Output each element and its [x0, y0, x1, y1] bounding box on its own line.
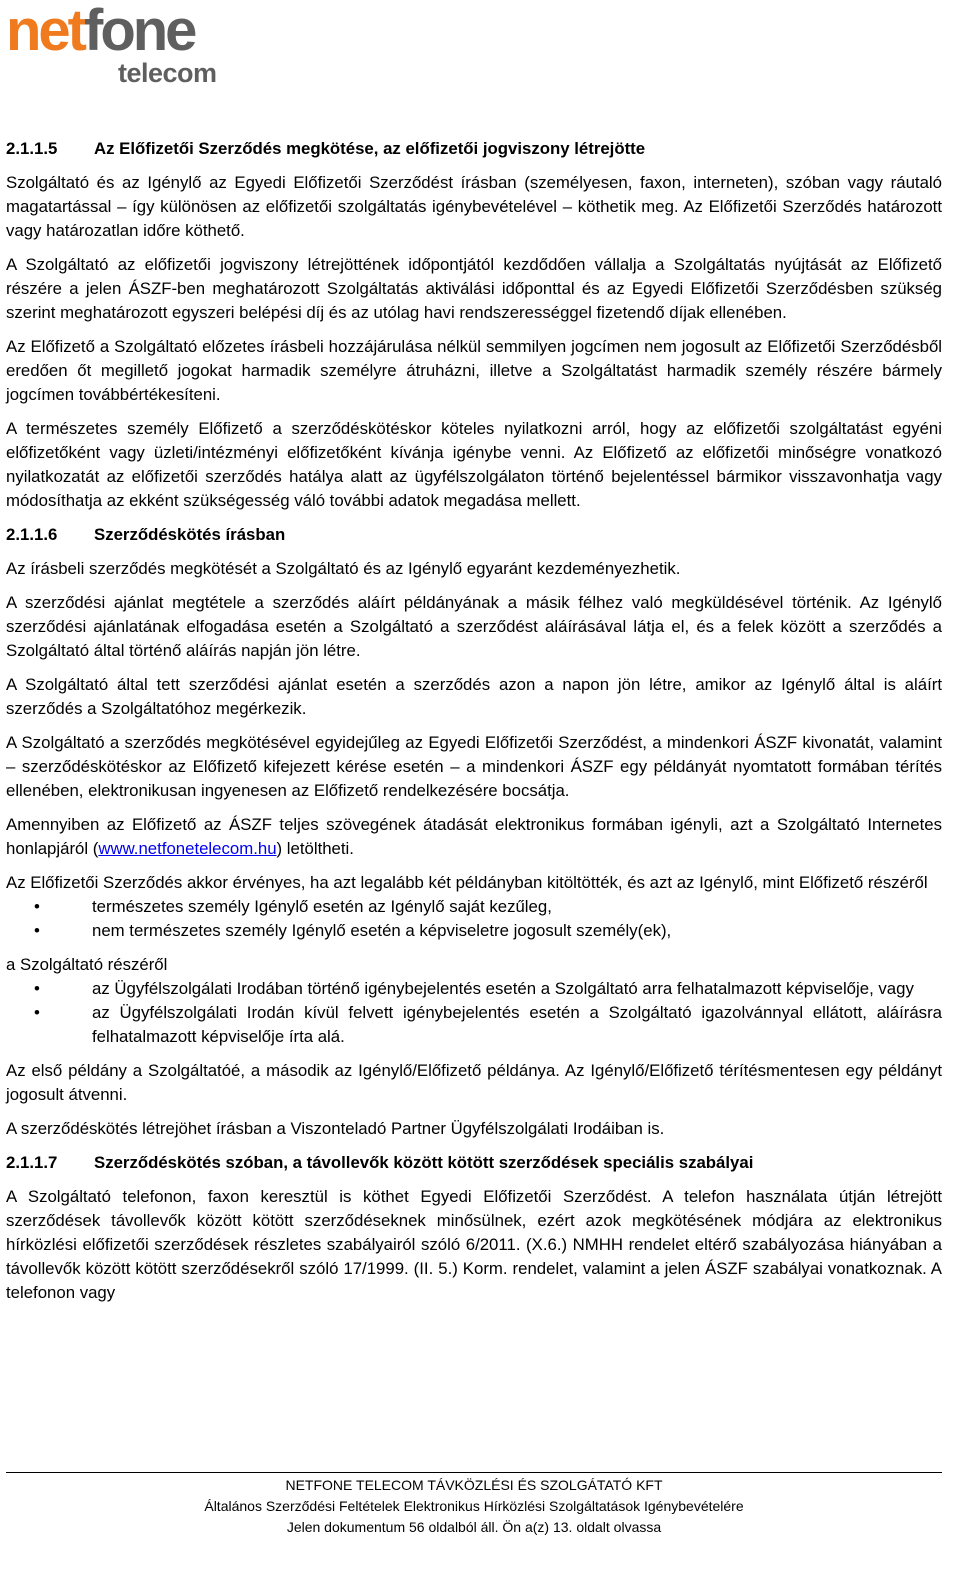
section-heading-2-1-1-5: 2.1.1.5 Az Előfizetői Szerződés megkötése, az előfizetői jogviszony létrejötte	[6, 139, 646, 158]
paragraph: A Szolgáltató telefonon, faxon keresztül is köthet Egyedi Előfizetői Szerződést. A telefon használata útján létrejött szerződések távollevők között kötött szerződéseknek minősülnek, ezért azok megkötésének módjára az elektronikus hírközlési előfizetői szerződések részletes szabályairól szóló 6/2011. (X.6.) NMHH rendelet eltérő szabályozása hiányában a távollevők között kötött szerződésekről szóló 17/1999. (II. 5.) Korm. rendelet, valamint a jelen ÁSZF szabályai vonatkoznak. A telefonon vagy	[6, 1187, 942, 1302]
paragraph: Az első példány a Szolgáltatóé, a második az Igénylő/Előfizető példánya. Az Igénylő/Előfizető térítésmentesen egy példányt jogosult átvenni.	[6, 1061, 942, 1104]
subscriber-signatory-list	[6, 895, 942, 943]
list-item: • nem természetes személy Igénylő esetén a képviseletre jogosult személy(ek),	[6, 919, 942, 943]
paragraph: Az Előfizető a Szolgáltató előzetes írásbeli hozzájárulása nélkül semmilyen jogcímen nem jogosult az Előfizetői Szerződésből eredően őt megillető jogokat harmadik személyre átruházni, illetve a Szolgáltatást harmadik személy részére bármely jogcímen továbbértékesíteni.	[6, 337, 942, 404]
netfone-logo	[6, 2, 226, 94]
section-heading-2-1-1-7: 2.1.1.7 Szerződéskötés szóban, a távollevők között kötött szerződések speciális szabályai	[6, 1153, 754, 1172]
bullet-icon: •	[34, 921, 40, 940]
footer-doc-title: Általános Szerződési Feltételek Elektronikus Hírközlési Szolgáltatások Igénybevételére	[204, 1498, 744, 1514]
paragraph: Az írásbeli szerződés megkötését a Szolgáltató és az Igénylő egyaránt kezdeményezhetik.	[6, 559, 681, 578]
provider-signatory-list	[6, 977, 942, 1049]
paragraph: A Szolgáltató az előfizetői jogviszony létrejöttének időpontjától kezdődően vállalja a Szolgáltatás nyújtását az Előfizető részére a jelen ÁSZF-ben meghatározott Szolgáltatás aktiválási időponttal és az Egyedi Előfizetői Szerződésben szükség szerint meghatározott egyszeri belépési díj és az utólag havi rendszerességgel fizetendő díjak ellenében.	[6, 255, 942, 322]
paragraph: A szerződési ajánlat megtétele a szerződés aláírt példányának a másik félhez való megküldésével történik. Az Igénylő szerződési ajánlatának elfogadása esetén a Szolgáltató a szerződést aláírásával látja el, és a felek között a szerződés a Szolgáltató által történő aláírás napján jön létre.	[6, 593, 942, 660]
bullet-icon: •	[34, 897, 40, 916]
download-paragraph: Amennyiben az Előfizető az ÁSZF teljes szövegének átadását elektronikus formában igényli, azt a Szolgáltató Internetes honlapjáról (www.netfonetelecom.hu) letöltheti.	[6, 815, 942, 858]
document-body	[6, 131, 942, 1315]
bullet-icon: •	[34, 979, 40, 998]
validity-intro: Az Előfizetői Szerződés akkor érvényes, ha azt legalább két példányban kitöltötték, és azt az Igénylő, mint Előfizető részéről	[6, 873, 928, 892]
list-item: • az Ügyfélszolgálati Irodában történő igénybejelentés esetén a Szolgáltató arra felhatalmazott képviselője, vagy	[6, 977, 942, 1001]
paragraph: A szerződéskötés létrejöhet írásban a Viszonteladó Partner Ügyfélszolgálati Irodáiban is.	[6, 1119, 665, 1138]
paragraph: Szolgáltató és az Igénylő az Egyedi Előfizetői Szerződést írásban (személyesen, faxon, interneten), szóban vagy ráutaló magatartással – így különösen az előfizetői szolgáltatás igénybevételével – köthetik meg. Az Előfizetői Szerződés határozott vagy határozatlan időre köthető.	[6, 173, 942, 240]
bullet-icon: •	[34, 1003, 40, 1022]
footer-company: NETFONE TELECOM TÁVKÖZLÉSI ÉS SZOLGÁTATÓ KFT	[285, 1477, 663, 1493]
provider-intro: a Szolgáltató részéről	[6, 955, 168, 974]
paragraph: A természetes személy Előfizető a szerződéskötéskor köteles nyilatkozni arról, hogy az előfizetői szolgáltatást egyéni előfizetőként vagy üzleti/intézményi előfizetőként kívánja igénybe venni. Az Előfizető az előfizetői minőségre vonatkozó nyilatkozatát az előfizetői szerződés hatálya alatt az ügyfélszolgálaton történő bejelentéssel bármikor visszavonhatja vagy módosíthatja az ekként szükségesség váló további adatok megadása mellett.	[6, 419, 942, 510]
list-item: • az Ügyfélszolgálati Irodán kívül felvett igénybejelentés esetén a Szolgáltató igazolvánnyal ellátott, aláírásra felhatalmazott képviselője írta alá.	[34, 1003, 942, 1046]
website-link[interactable]: www.netfonetelecom.hu	[98, 839, 277, 858]
section-heading-2-1-1-6: 2.1.1.6 Szerződéskötés írásban	[6, 525, 286, 544]
list-item: • természetes személy Igénylő esetén az Igénylő saját kezűleg,	[6, 895, 942, 919]
page-footer	[6, 1472, 942, 1538]
footer-page-info: Jelen dokumentum 56 oldalból áll. Ön a(z) 13. oldalt olvassa	[286, 1519, 662, 1535]
paragraph: A Szolgáltató által tett szerződési ajánlat esetén a szerződés azon a napon jön létre, amikor az Igénylő által is aláírt szerződés a Szolgáltatóhoz megérkezik.	[6, 675, 942, 718]
logo-wordmark: netfone	[6, 0, 195, 63]
paragraph: A Szolgáltató a szerződés megkötésével egyidejűleg az Egyedi Előfizetői Szerződést, a mindenkori ÁSZF kivonatát, valamint – szerződéskötéskor az Előfizető kifejezett kérése esetén – a mindenkori ÁSZF egy példányát nyomtatott formában térítés ellenében, elektronikusan ingyenesen az Előfizető rendelkezésére bocsátja.	[6, 733, 942, 800]
logo-subtitle: telecom	[118, 58, 217, 88]
